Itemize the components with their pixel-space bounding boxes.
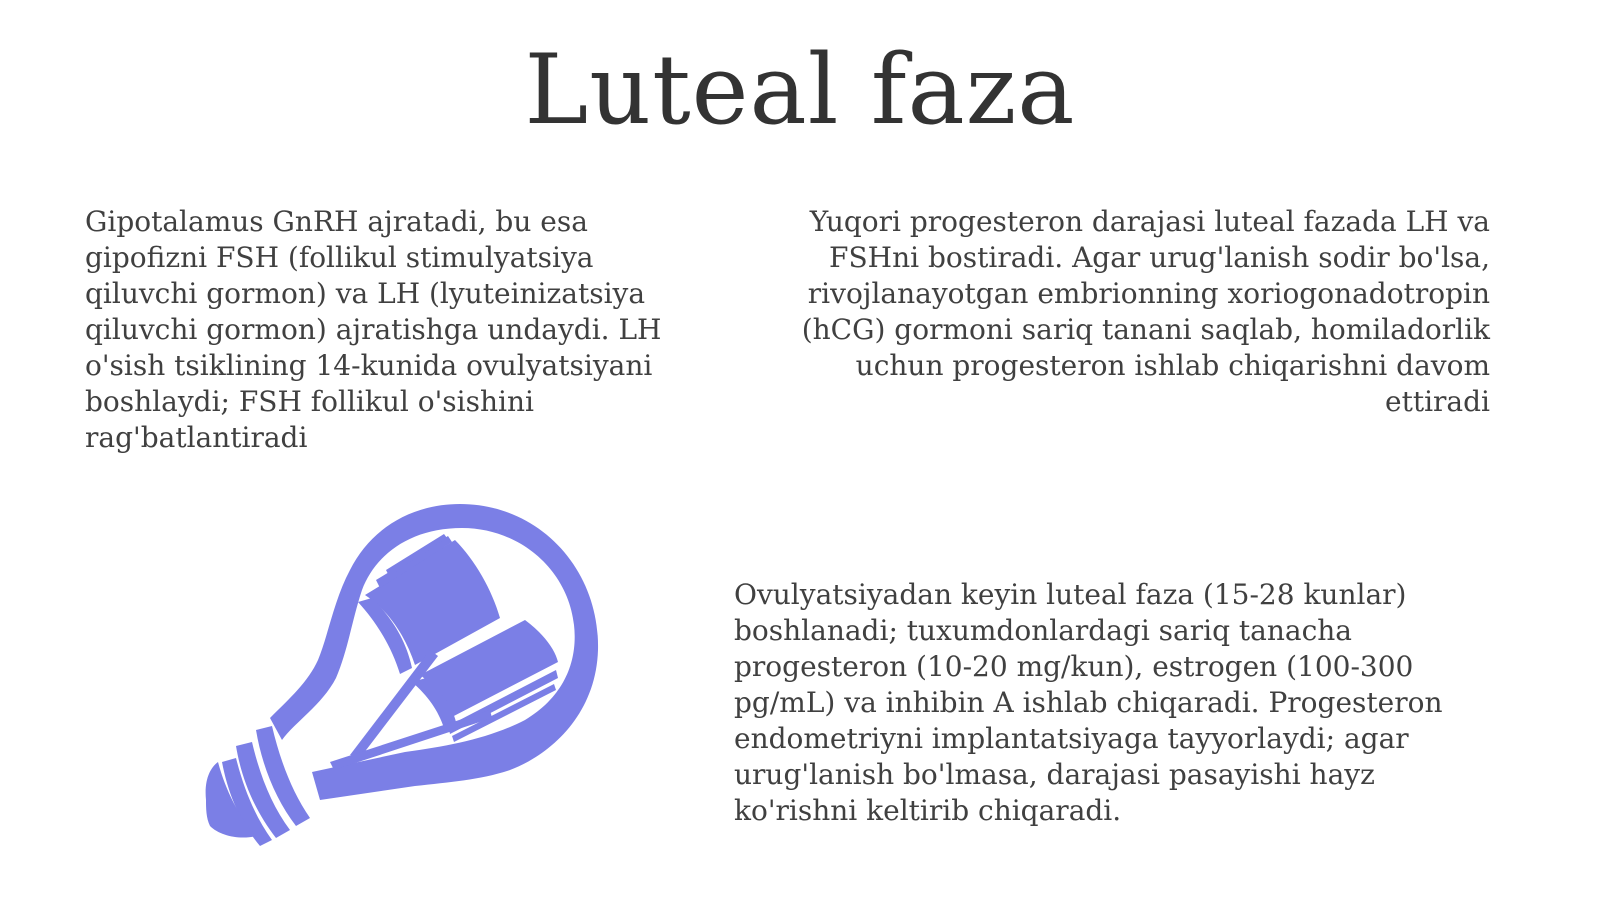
paragraph-top-left: Gipotalamus GnRH ajratadi, bu esa gipofizni FSH (follikul stimulyatsiya qiluvchi gormon) va LH (lyuteinizatsiya qiluvchi gormon) ajratishga undaydi. LH o'sish tsiklining 14-kunida ovulyatsiyani boshlaydi; FSH follikul o'sishini rag'batlantiradi [85,205,662,454]
slide-title: Luteal faza [524,34,1076,146]
paragraph-bottom-right: Ovulyatsiyadan keyin luteal faza (15-28 kunlar) boshlanadi; tuxumdonlardagi sariq tanacha progesteron (10-20 mg/kun), estrogen (100-300 pg/mL) va inhibin A ishlab chiqaradi. Progesteron endometriyni implantatsiyaga tayyorlaydi; agar urug'lanish bo'lmasa, darajasi pasayishi hayz ko'rishni keltirib chiqaradi. [734,578,1443,827]
lightbulb-book-icon [200,500,620,860]
paragraph-top-right: Yuqori progesteron darajasi luteal fazada LH va FSHni bostiradi. Agar urug'lanish sodir bo'lsa, rivojlanayotgan embrionning xoriogonadotropin (hCG) gormoni sariq tanani saqlab, homiladorlik uchun progesteron ishlab chiqarishni davom ettiradi [801,205,1490,418]
